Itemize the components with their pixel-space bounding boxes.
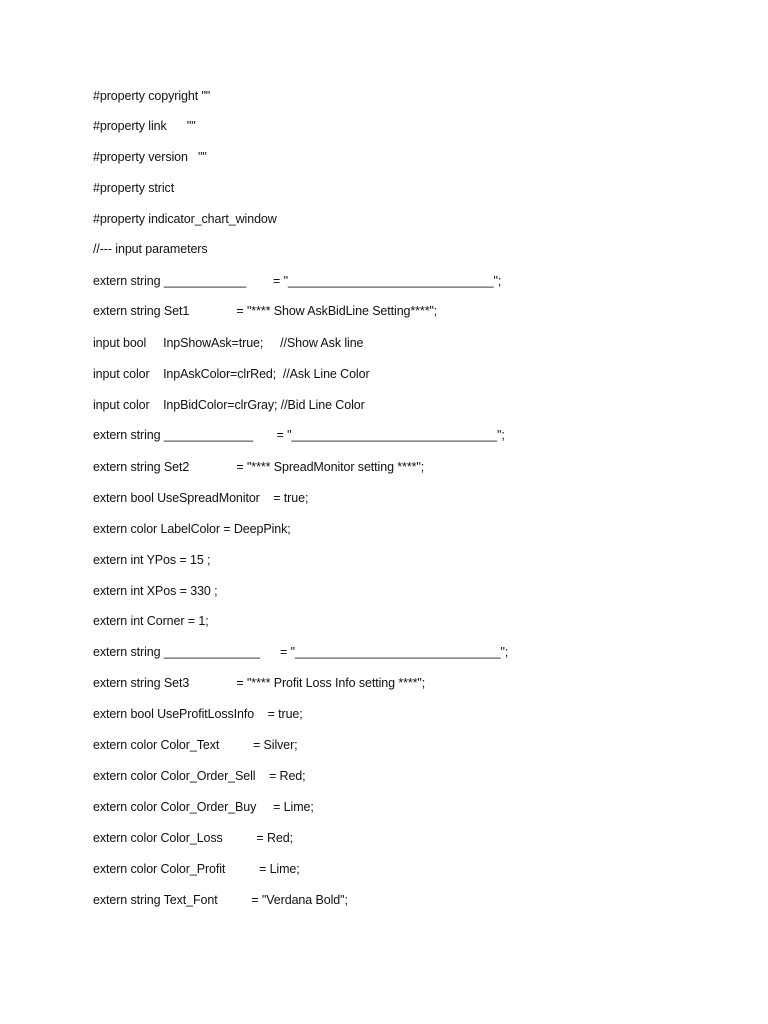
code-line-25: extern color Color_Loss = Red;	[93, 831, 294, 845]
code-line-4: #property strict	[93, 181, 175, 195]
code-line-12: extern string _____________ = "______________________________";	[93, 428, 505, 442]
code-line-6: //--- input parameters	[93, 242, 208, 256]
code-line-26: extern color Color_Profit = Lime;	[93, 862, 300, 876]
code-line-8: extern string Set1 = "**** Show AskBidLine Setting****";	[93, 304, 438, 318]
code-line-9: input bool InpShowAsk=true; //Show Ask line	[93, 336, 364, 350]
code-line-5: #property indicator_chart_window	[93, 212, 277, 226]
code-line-2: #property link ""	[93, 119, 196, 133]
code-line-21: extern bool UseProfitLossInfo = true;	[93, 707, 303, 721]
code-line-27: extern string Text_Font = "Verdana Bold";	[93, 893, 348, 907]
code-line-10: input color InpAskColor=clrRed; //Ask Line Color	[93, 367, 370, 381]
code-line-17: extern int XPos = 330 ;	[93, 584, 218, 598]
code-line-18: extern int Corner = 1;	[93, 614, 209, 628]
code-line-16: extern int YPos = 15 ;	[93, 553, 211, 567]
code-line-19: extern string ______________ = "______________________________";	[93, 645, 509, 659]
code-line-3: #property version ""	[93, 150, 207, 164]
code-line-23: extern color Color_Order_Sell = Red;	[93, 769, 306, 783]
code-line-22: extern color Color_Text = Silver;	[93, 738, 298, 752]
code-line-14: extern bool UseSpreadMonitor = true;	[93, 491, 309, 505]
code-line-13: extern string Set2 = "**** SpreadMonitor setting ****";	[93, 460, 425, 474]
code-line-24: extern color Color_Order_Buy = Lime;	[93, 800, 314, 814]
code-line-11: input color InpBidColor=clrGray; //Bid Line Color	[93, 398, 365, 412]
code-line-20: extern string Set3 = "**** Profit Loss Info setting ****";	[93, 676, 426, 690]
code-line-1: #property copyright ""	[93, 89, 211, 103]
code-line-15: extern color LabelColor = DeepPink;	[93, 522, 291, 536]
code-line-7: extern string ____________ = "______________________________";	[93, 274, 502, 288]
